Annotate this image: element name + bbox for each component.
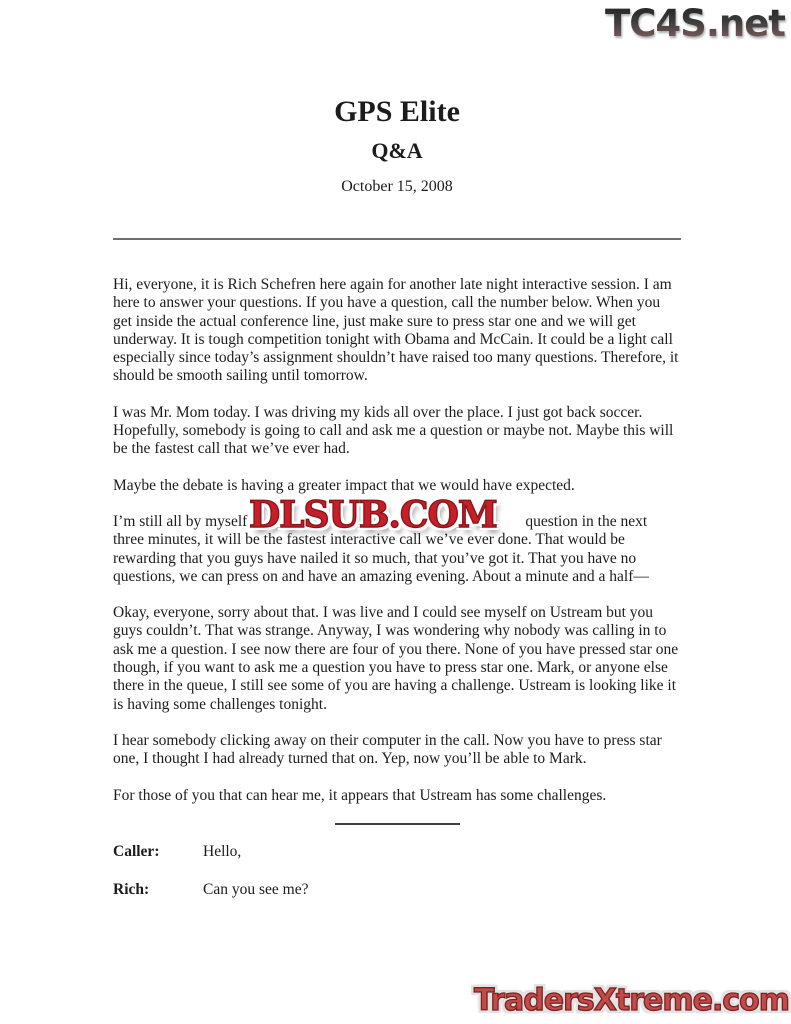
paragraph-4-with-watermark (113, 493, 681, 586)
speaker-label: Caller: (113, 842, 160, 860)
tc4s-logo: TC4S.net (605, 2, 785, 45)
doc-subtitle: Q&A (371, 138, 423, 163)
header-divider (113, 238, 681, 240)
transcript-body (113, 276, 681, 899)
speaker-label: Rich: (113, 881, 150, 899)
dialogue-section (113, 843, 681, 900)
paragraph-1: Hi, everyone, it is Rich Schefren here again for another late night interactive session. I am here to answer your questions. If you have a question, call the number below. When you get inside the actual conference line, just make sure to press star one and we will get underway. It is tough competition tonight with Obama and McCain. It could be a light call especially since today’s assignment shouldn’t have raised too many questions. Therefore, it should be smooth sailing until tomorrow. (113, 276, 679, 385)
paragraph-5: Okay, everyone, sorry about that. I was live and I could see myself on Ustream but you guys couldn’t. That was strange. Anyway, I was wondering why nobody was calling in to ask me a question. I see now there are four of you there. None of you have pressed star one though, if you want to ask me a question you have to press star one. Mark, or anyone else there in the queue, I still see some of you are having a challenge. Ustream is looking like it is having some challenges tonight. (113, 604, 679, 713)
doc-date: October 15, 2008 (341, 178, 453, 195)
dlsub-watermark: DLSUB.COM (249, 493, 497, 536)
paragraph-text-before-watermark: I’m still all by myself (113, 512, 248, 530)
speaker-line: Hello, (203, 842, 242, 860)
paragraph-6: I hear somebody clicking away on their computer in the call. Now you have to press star one, I thought I had already turned that on. Yep, now you’ll be able to Mark. (113, 731, 662, 768)
document-content (113, 0, 681, 899)
doc-title: GPS Elite (334, 95, 460, 128)
speaker-line: Can you see me? (203, 881, 309, 899)
section-divider (335, 823, 460, 825)
paragraph-7: For those of you that can hear me, it appears that Ustream has some challenges. (113, 786, 607, 804)
dialogue-row-rich (113, 881, 681, 899)
paragraph-3: Maybe the debate is having a greater impact that we would have expected. (113, 476, 575, 494)
dialogue-row-caller (113, 843, 681, 861)
paragraph-text-after-watermark: question in the next three minutes, it will be the fastest interactive call we’ve ever done. That would be rewarding that you guys have nailed it so much, that you’ve got it. That you have no questions, we can press on and have an amazing evening. About a minute and a half— (113, 512, 649, 585)
tradersxtreme-logo: TradersXtreme.com (474, 983, 789, 1018)
paragraph-2: I was Mr. Mom today. I was driving my kids all over the place. I just got back soccer. Hopefully, somebody is going to call and ask me a question or maybe not. Maybe this will be the fastest call that we’ve ever had. (113, 403, 674, 458)
